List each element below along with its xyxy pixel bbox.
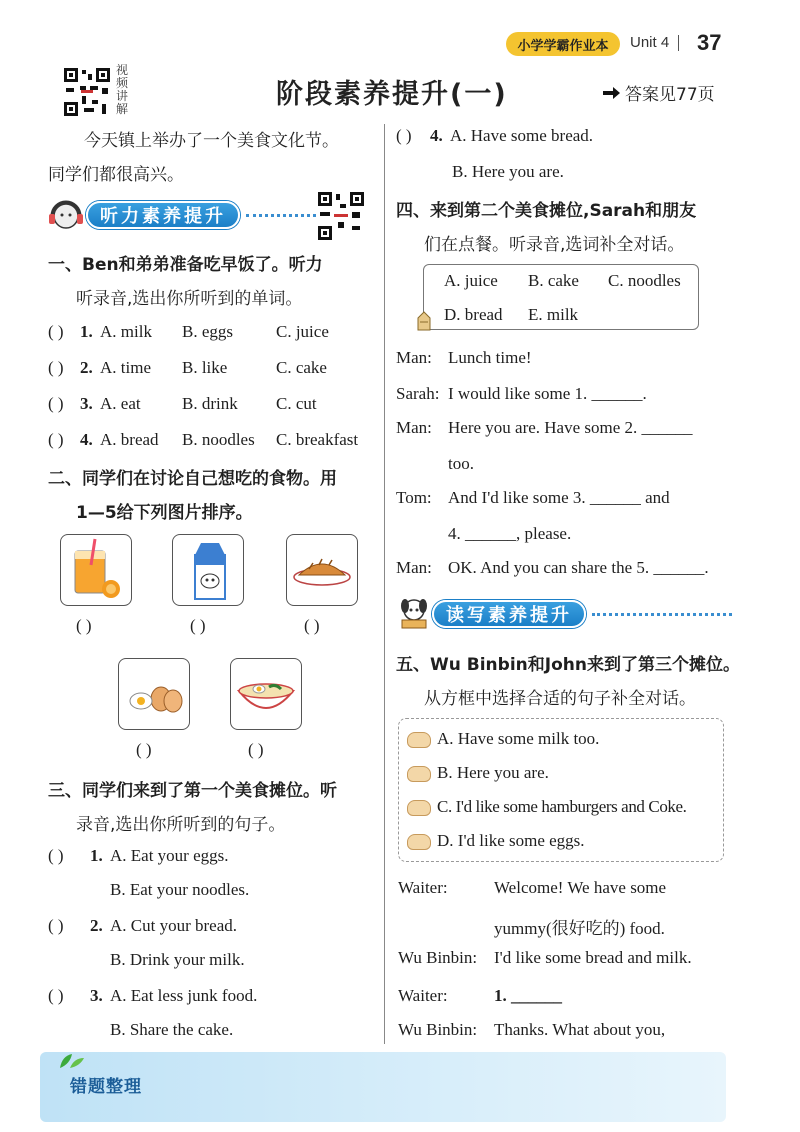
picture-answer-blank[interactable]: ( ) — [304, 616, 320, 635]
dialogue-line: Here you are. Have some 2. ______ — [448, 418, 693, 437]
section2-instruction: 二、同学们在讨论自己想吃的食物。用 — [48, 469, 337, 489]
sentence-option — [407, 763, 549, 783]
brand-badge: 小学学霸作业本 — [506, 32, 620, 56]
section1-instruction-2: 听录音,选出你所听到的单词。 — [76, 289, 303, 309]
section5-instruction: 五、Wu Binbin和John来到了第三个摊位。 — [396, 655, 740, 675]
section1-instruction: 一、Ben和弟弟准备吃早饭了。听力 — [48, 255, 323, 275]
qr-code-icon[interactable] — [62, 66, 112, 118]
video-explanation-label: 视频讲解 — [116, 63, 129, 116]
answer-reference-text: 答案见77页 — [625, 85, 715, 105]
picture-bread — [286, 534, 358, 606]
banner-dots — [592, 613, 732, 616]
dialogue-line: Thanks. What about you, — [494, 1020, 666, 1039]
word-option: D. bread — [444, 305, 503, 324]
dialogue-speaker: Waiter: — [398, 878, 448, 897]
question-number: 4. — [430, 126, 443, 145]
question-number: 3. — [90, 986, 103, 1005]
eggs-icon — [119, 659, 189, 729]
reading-writing-section-banner — [396, 596, 732, 632]
question-number: 1. — [80, 322, 93, 341]
option-a: A. bread — [100, 430, 159, 449]
error-notes-label: 错题整理 — [70, 1077, 142, 1097]
dialogue-line: 1. ______ — [494, 986, 562, 1005]
sentence-option-text: C. I'd like some hamburgers and Coke. — [437, 797, 687, 816]
dialogue-line: I'd like some bread and milk. — [494, 948, 692, 967]
option-a: A. eat — [100, 394, 141, 413]
option-c: C. cake — [276, 358, 327, 377]
section2-instruction-2: 1—5给下列图片排序。 — [76, 503, 253, 523]
banner-dots — [246, 214, 316, 217]
option-a: A. Eat less junk food. — [110, 986, 258, 1005]
page-number: 37 — [697, 30, 722, 55]
answer-blank[interactable]: ( ) — [48, 916, 64, 935]
question-number: 3. — [80, 394, 93, 413]
dialogue-speaker: Man: — [396, 348, 432, 367]
answer-blank[interactable]: ( ) — [48, 394, 64, 413]
option-b: B. Eat your noodles. — [110, 880, 250, 899]
option-a: A. Eat your eggs. — [110, 846, 229, 865]
dialogue-speaker: Tom: — [396, 488, 432, 507]
answer-reference — [603, 80, 715, 105]
cat-face-icon — [407, 834, 431, 850]
option-a: A. Cut your bread. — [110, 916, 238, 935]
question-number: 2. — [90, 916, 103, 935]
word-option: A. juice — [444, 271, 498, 290]
answer-blank[interactable]: ( ) — [48, 430, 64, 449]
dialogue-line: I would like some 1. ______. — [448, 384, 647, 403]
header-divider — [678, 35, 679, 51]
picture-orange-juice — [60, 534, 132, 606]
reading-banner-label: 读写素养提升 — [432, 600, 586, 628]
section5-instruction-2: 从方框中选择合适的句子补全对话。 — [424, 689, 696, 709]
cat-face-icon — [407, 766, 431, 782]
dialogue-line: OK. And you can share the 5. ______. — [448, 558, 709, 577]
section4-instruction: 四、来到第二个美食摊位,Sarah和朋友 — [396, 201, 697, 221]
option-a: A. time — [100, 358, 151, 377]
answer-blank[interactable]: ( ) — [396, 126, 412, 145]
option-c: C. cut — [276, 394, 317, 413]
dialogue-speaker: Sarah: — [396, 384, 440, 403]
question-number: 1. — [90, 846, 103, 865]
sentence-option-text: B. Here you are. — [437, 763, 549, 782]
dog-reading-icon — [396, 596, 432, 632]
sentence-option — [407, 831, 585, 851]
pencil-icon — [414, 310, 434, 332]
sentence-option-text: A. Have some milk too. — [437, 729, 600, 748]
question-number: 4. — [80, 430, 93, 449]
unit-label: Unit 4 — [630, 34, 670, 51]
juice-icon — [61, 535, 131, 605]
noodles-icon — [231, 659, 301, 729]
option-b: B. like — [182, 358, 228, 377]
word-option: C. noodles — [608, 271, 681, 290]
section3-instruction: 三、同学们来到了第一个美食摊位。听 — [48, 781, 337, 801]
sentence-option-text: D. I'd like some eggs. — [437, 831, 585, 850]
dialogue-speaker: Waiter: — [398, 986, 448, 1005]
sentence-option — [407, 729, 599, 749]
section4-instruction-2: 们在点餐。听录音,选词补全对话。 — [424, 235, 685, 255]
answer-blank[interactable]: ( ) — [48, 358, 64, 377]
qr-code-icon[interactable] — [316, 190, 366, 242]
intro-line-2: 同学们都很高兴。 — [48, 165, 184, 185]
option-b: B. eggs — [182, 322, 233, 341]
picture-answer-blank[interactable]: ( ) — [248, 740, 264, 759]
page-title: 阶段素养提升(一) — [276, 79, 508, 110]
option-b: B. Here you are. — [452, 162, 564, 181]
listening-banner-label: 听力素养提升 — [86, 201, 240, 229]
answer-blank[interactable]: ( ) — [48, 846, 64, 865]
word-option: B. cake — [528, 271, 579, 290]
picture-answer-blank[interactable]: ( ) — [136, 740, 152, 759]
column-divider — [384, 124, 385, 1044]
headphone-icon — [46, 198, 86, 232]
picture-answer-blank[interactable]: ( ) — [76, 616, 92, 635]
dialogue-speaker: Man: — [396, 418, 432, 437]
dialogue-line: Lunch time! — [448, 348, 532, 367]
dialogue-speaker: Wu Binbin: — [398, 1020, 478, 1039]
option-a: A. milk — [100, 322, 152, 341]
intro-line-1: 今天镇上举办了一个美食文化节。 — [84, 131, 339, 151]
milk-carton-icon — [173, 535, 243, 605]
dialogue-line: too. — [448, 454, 474, 473]
cat-face-icon — [407, 800, 431, 816]
picture-milk-carton — [172, 534, 244, 606]
picture-noodles — [230, 658, 302, 730]
option-b: B. Drink your milk. — [110, 950, 245, 969]
sentence-option — [407, 797, 687, 817]
question-number: 2. — [80, 358, 93, 377]
arrow-right-icon — [603, 86, 621, 100]
picture-eggs — [118, 658, 190, 730]
word-options-box — [423, 264, 699, 330]
answer-blank[interactable]: ( ) — [48, 986, 64, 1005]
leaf-icon — [56, 1052, 86, 1070]
bread-icon — [287, 535, 357, 605]
dialogue-speaker: Man: — [396, 558, 432, 577]
section3-instruction-2: 录音,选出你所听到的句子。 — [76, 815, 286, 835]
option-a: A. Have some bread. — [450, 126, 594, 145]
word-option: E. milk — [528, 305, 579, 324]
dialogue-line: 4. ______, please. — [448, 524, 572, 543]
option-c: C. juice — [276, 322, 329, 341]
footer-band — [40, 1052, 726, 1122]
sentence-options-box — [398, 718, 724, 862]
answer-blank[interactable]: ( ) — [48, 322, 64, 341]
dialogue-line: yummy(很好吃的) food. — [494, 919, 665, 938]
dialogue-line: Welcome! We have some — [494, 878, 667, 897]
listening-section-banner — [46, 198, 316, 232]
picture-answer-blank[interactable]: ( ) — [190, 616, 206, 635]
option-b: B. drink — [182, 394, 238, 413]
option-b: B. noodles — [182, 430, 255, 449]
option-c: C. breakfast — [276, 430, 359, 449]
cat-face-icon — [407, 732, 431, 748]
dialogue-speaker: Wu Binbin: — [398, 948, 478, 967]
option-b: B. Share the cake. — [110, 1020, 234, 1039]
dialogue-line: And I'd like some 3. ______ and — [448, 488, 670, 507]
